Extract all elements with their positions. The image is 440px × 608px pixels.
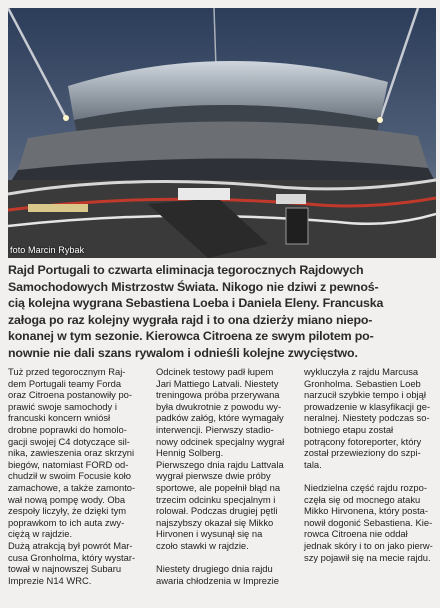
article-line: potrącony fotoreporter, który: [304, 435, 422, 447]
article-line: wał nową pompę wody. Oba: [8, 493, 126, 505]
article-line: najszybszy okazał się Mikko: [156, 516, 274, 528]
lead-line: Rajd Portugali to czwarta eliminacja tegorocznych Rajdowych: [8, 263, 364, 277]
article-line: cusa Gronholma, który wystar-: [8, 551, 136, 563]
article-line: nika, zawieszenia oraz skrzyni: [8, 447, 135, 459]
lead-paragraph: [8, 262, 434, 361]
article-line: francuski koncern wniósł: [8, 412, 111, 424]
article-body: [8, 366, 434, 602]
article-line: poprawkom to ich auta zwy-: [8, 516, 125, 528]
lead-line: konanej w tym sezonie. Kierowca Citroena ze swym pilotem po-: [8, 329, 374, 343]
article-line: wygrał pierwsze dwie próby: [156, 470, 271, 482]
article-column-3: [304, 366, 434, 563]
article-column-2: [156, 366, 292, 586]
article-line: zespoły liczyły, że dzięki tym: [8, 505, 127, 517]
article-line: tala.: [304, 458, 322, 470]
article-line: zamachowe, a także zamonto-: [8, 481, 136, 493]
photo-credit: foto Marcin Rybak: [10, 245, 85, 255]
article-line: wykluczyła z rajdu Marcusa: [304, 366, 419, 377]
article-line: jednak skóry i to on jako pierw-: [304, 539, 433, 551]
article-line: tował w najnowszej Subaru: [8, 563, 122, 575]
article-line: nowił dogonić Sebastiena. Kie-: [304, 516, 433, 528]
article-line: Imprezie N14 WRC.: [8, 574, 92, 586]
lead-line: nownie nie dali szans rywalom i odnieśli kolejne zwycięstwo.: [8, 345, 358, 360]
article-line: gacji swojej C4 dotyczące sil-: [8, 435, 130, 447]
article-line: botniego etapu został: [304, 423, 394, 435]
article-line: biegów, natomiast FORD od-: [8, 458, 129, 470]
article-line: treningowa próba przerywana: [156, 389, 280, 401]
article-line: Hennig Solberg.: [156, 447, 224, 459]
article-line: trzecim odcinku specjalnym i: [156, 493, 276, 505]
article-line: była dwukrotnie z powodu wy-: [156, 400, 282, 412]
article-line: Gronholma. Sebastien Loeb: [304, 377, 421, 389]
article-line: szy pojawił się na mecie rajdu.: [304, 551, 431, 563]
lead-line: Samochodowych Mistrzostw Świata. Nikogo nie dziwi z pewnoś-: [8, 279, 379, 294]
lead-line: załoga po raz kolejny wygrała rajd i to ona dzierży miano niepo-: [8, 312, 373, 327]
article-line: Niedzielna część rajdu rozpo-: [304, 481, 427, 493]
article-line: awaria chłodzenia w Imprezie: [156, 574, 279, 586]
article-line: narzucił szybkie tempo i objął: [304, 389, 426, 401]
stadium-illustration: [8, 8, 436, 258]
article-line: został przewieziony do szpi-: [304, 447, 421, 459]
article-line: Jari Mattiego Latvali. Niestety: [156, 377, 279, 389]
article-line: rowca Citroena nie oddał: [304, 528, 408, 540]
paragraph-gap: [304, 470, 434, 482]
article-line: prawić swoje samochody i: [8, 400, 117, 412]
article-line: chudził w swoim Focusie koło: [8, 470, 131, 482]
article-line: prowadzenie w klasyfikacji ge-: [304, 400, 431, 412]
stadium-photo: [8, 8, 436, 258]
article-line: Tuż przed tegorocznym Raj-: [8, 366, 126, 377]
lead-line: cią kolejna wygrana Sebastiena Loeba i Daniela Eleny. Francuska: [8, 296, 384, 310]
article-line: Odcinek testowy padł łupem: [156, 366, 274, 377]
article-line: drobne poprawki do homolo-: [8, 423, 127, 435]
paragraph-gap: [156, 552, 292, 564]
article-line: rolował. Podczas drugiej pętli: [156, 505, 278, 517]
article-line: interwencji. Pierwszy stadio-: [156, 423, 274, 435]
article-line: dem Portugali teamy Forda: [8, 377, 122, 389]
article-line: sportowe, ale popełnił błąd na: [156, 481, 281, 493]
article-line: padków załóg, które wymagały: [156, 412, 284, 424]
article-line: nowy odcinek specjalny wygrał: [156, 435, 285, 447]
article-column-1: [8, 366, 142, 586]
article-line: Dużą atrakcją był powrót Mar-: [8, 539, 133, 551]
article-line: Hirvonen i wysunął się na: [156, 528, 263, 540]
article-line: Niestety drugiego dnia rajdu: [156, 563, 273, 575]
article-line: Pierwszego dnia rajdu Lattvala: [156, 458, 284, 470]
article-line: Mikko Hirvonena, który posta-: [304, 505, 429, 517]
article-line: częła się od mocnego ataku: [304, 493, 421, 505]
article-line: neralnej. Niestety podczas so-: [304, 412, 430, 424]
article-line: oraz Citroena postanowiły po-: [8, 389, 133, 401]
article-line: ciężą w rajdzie.: [8, 528, 73, 540]
article-line: czoło stawki w rajdzie.: [156, 539, 249, 551]
